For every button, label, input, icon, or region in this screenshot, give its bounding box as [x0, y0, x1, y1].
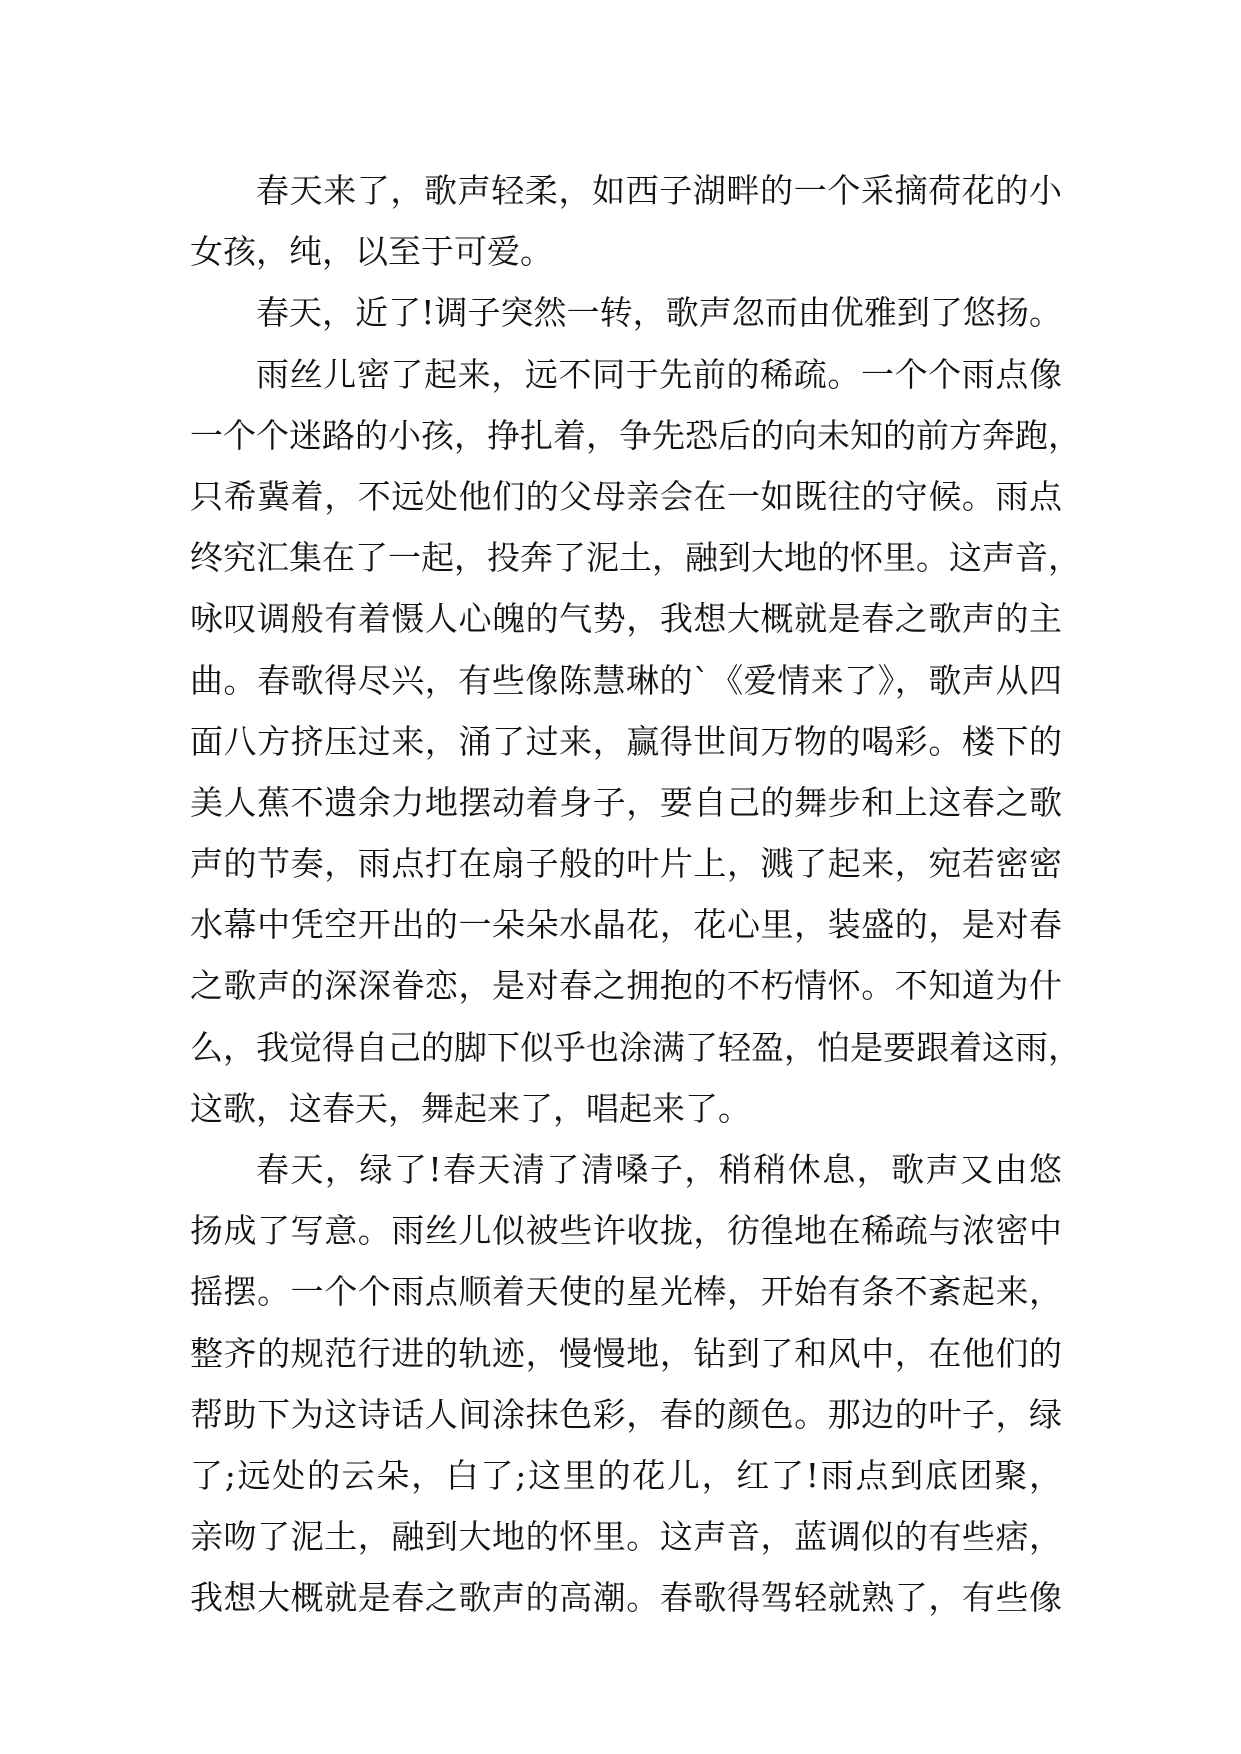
- paragraph-1: [190, 160, 1062, 282]
- text-line: 这歌，这春天，舞起来了，唱起来了。: [190, 1088, 751, 1128]
- text-line: 扬成了写意。雨丝儿似被些许收拢，彷徨地在稀疏与浓密中: [190, 1211, 1062, 1251]
- text-line: 摇摆。一个个雨点顺着天使的星光棒，开始有条不紊起来，: [190, 1272, 1062, 1312]
- text-line: 春天来了，歌声轻柔，如西子湖畔的一个采摘荷花的小: [256, 171, 1062, 210]
- text-line: 春天，近了!调子突然一转，歌声忽而由优雅到了悠扬。: [256, 293, 1062, 333]
- text-line: 美人蕉不遗余力地摆动着身子，要自己的舞步和上这春之歌: [190, 782, 1062, 822]
- text-line: 整齐的规范行进的轨迹，慢慢地，钻到了和风中，在他们的: [190, 1333, 1062, 1373]
- document-body: [190, 160, 1081, 1629]
- text-line: 曲。春歌得尽兴，有些像陈慧琳的`《爱情来了》，歌声从四: [190, 660, 1062, 700]
- text-line: 雨丝儿密了起来，远不同于先前的稀疏。一个个雨点像: [256, 354, 1062, 394]
- text-line: 帮助下为这诗话人间涂抹色彩，春的颜色。那边的叶子，绿: [190, 1394, 1062, 1434]
- text-line: 了;远处的云朵，白了;这里的花儿，红了!雨点到底团聚，: [190, 1455, 1062, 1495]
- text-line: 水幕中凭空开出的一朵朵水晶花，花心里，装盛的，是对春: [190, 905, 1062, 945]
- text-line: 之歌声的深深眷恋，是对春之拥抱的不朽情怀。不知道为什: [190, 966, 1062, 1006]
- text-line: 咏叹调般有着慑人心魄的气势，我想大概就是春之歌声的主: [190, 599, 1062, 639]
- text-line: 么，我觉得自己的脚下似乎也涂满了轻盈，怕是要跟着这雨，: [190, 1027, 1081, 1067]
- text-line: 春天，绿了!春天清了清嗓子，稍稍休息，歌声又由悠: [256, 1150, 1062, 1189]
- text-line: 一个个迷路的小孩，挣扎着，争先恐后的向未知的前方奔跑，: [190, 415, 1081, 455]
- paragraph-2: [190, 282, 1062, 343]
- text-line: 终究汇集在了一起，投奔了泥土，融到大地的怀里。这声音，: [190, 538, 1081, 578]
- text-line: 面八方挤压过来，涌了过来，赢得世间万物的喝彩。楼下的: [190, 721, 1062, 761]
- text-line: 声的节奏，雨点打在扇子般的叶片上，溅了起来，宛若密密: [190, 844, 1062, 884]
- paragraph-3: [190, 344, 1081, 1139]
- paragraph-4: [190, 1139, 1062, 1629]
- text-line: 我想大概就是春之歌声的高潮。春歌得驾轻就熟了，有些像: [190, 1578, 1062, 1618]
- text-line: 女孩，纯，以至于可爱。: [190, 232, 553, 272]
- text-line: 只希冀着，不远处他们的父母亲会在一如既往的守候。雨点: [190, 476, 1062, 516]
- text-line: 亲吻了泥土，融到大地的怀里。这声音，蓝调似的有些痞，: [190, 1517, 1062, 1557]
